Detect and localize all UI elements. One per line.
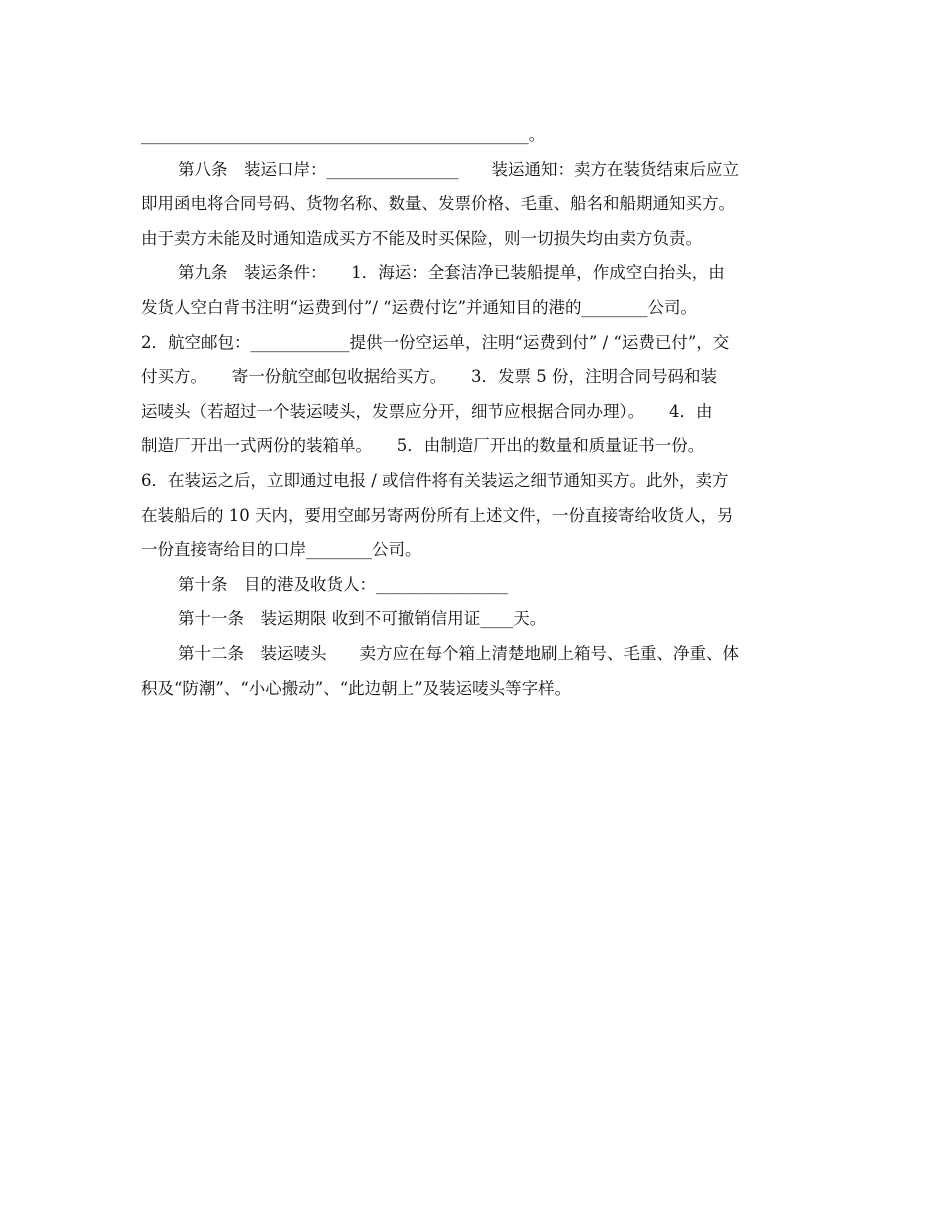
- text-line: 积及“防潮”、“小心搬动”、“此边朝上”及装运唛头等字样。: [141, 678, 572, 698]
- text-line: 制造厂开出一式两份的装箱单。 5．由制造厂开出的数量和质量证书一份。: [141, 436, 705, 456]
- text-line: 6．在装运之后，立即通过电报 / 或信件将有关装运之细节通知买方。此外，卖方: [141, 470, 729, 490]
- text-line: 一份直接寄给目的口岸________公司。: [141, 540, 422, 560]
- article-8-shipping-port: 第八条 装运口岸：________________ 装运通知：卖方在装货结束后应立: [178, 159, 739, 179]
- document-body: [141, 118, 813, 706]
- text-line: 付买方。 寄一份航空邮包收据给买方。 3．发票 5 份，注明合同号码和装: [141, 367, 717, 387]
- article-9-shipping-conditions: 第九条 装运条件： 1．海运：全套洁净已装船提单，作成空白抬头，由: [178, 263, 725, 283]
- text-line: 由于卖方未能及时通知造成买方不能及时买保险，则一切损失均由卖方负责。: [141, 228, 702, 248]
- article-10-destination: 第十条 目的港及收货人：________________: [178, 574, 508, 594]
- text-line: 即用函电将合同号码、货物名称、数量、发票价格、毛重、船名和船期通知买方。: [141, 194, 735, 214]
- text-line: 2．航空邮包：____________提供一份空运单，注明“运费到付” / “运费已付”，交: [141, 332, 730, 352]
- text-line: _______________________________________________。: [141, 125, 546, 144]
- text-line: 在装船后的 10 天内，要用空邮另寄两份所有上述文件，一份直接寄给收货人，另: [141, 505, 734, 525]
- text-line: 发货人空白背书注明“运费到付”/ “运费付讫”并通知目的港的________公司。: [141, 297, 698, 317]
- article-12-shipping-marks: 第十二条 装运唛头 卖方应在每个箱上清楚地刷上箱号、毛重、净重、体: [178, 643, 739, 663]
- text-line: 运唛头（若超过一个装运唛头，发票应分开，细节应根据合同办理）。 4．由: [141, 401, 713, 421]
- article-11-shipping-period: 第十一条 装运期限 收到不可撤销信用证____天。: [178, 609, 547, 629]
